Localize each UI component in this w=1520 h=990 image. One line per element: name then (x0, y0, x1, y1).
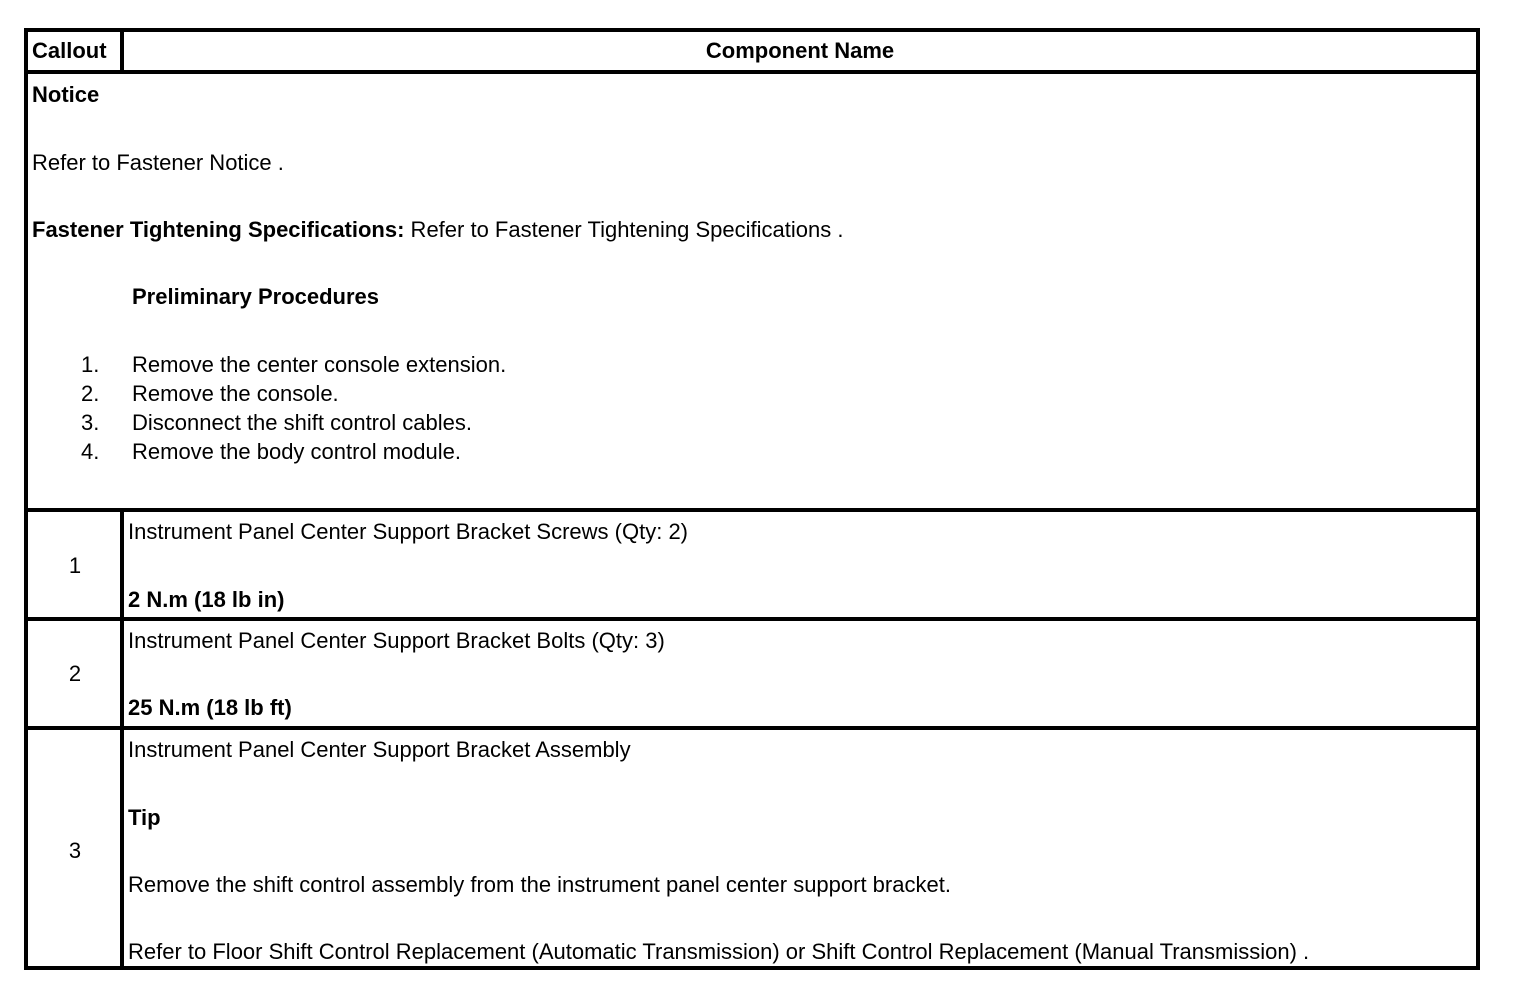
callout-header: Callout (32, 38, 107, 63)
fastener-spec-label: Fastener Tightening Specifications: (32, 217, 405, 242)
callout-number: 2 (68, 661, 82, 686)
step-text: Disconnect the shift control cables. (132, 410, 472, 435)
torque-value: 2 N.m (18 lb in) (128, 587, 285, 612)
row-divider (28, 617, 1476, 621)
component-name-header: Component Name (705, 38, 895, 63)
step-number: 1. (81, 352, 100, 377)
tip-refer: Refer to Floor Shift Control Replacement (Automatic Transmission) or Shift Control Replacement (Manual Transmission) . (128, 939, 1310, 964)
step-number: 4. (81, 439, 100, 464)
step-number: 2. (81, 381, 100, 406)
notice-refer: Refer to Fastener Notice . (32, 150, 284, 175)
step-text: Remove the center console extension. (132, 352, 507, 377)
callout-number: 3 (68, 838, 82, 863)
component-name: Instrument Panel Center Support Bracket Bolts (Qty: 3) (128, 628, 665, 653)
callout-number: 1 (68, 553, 82, 578)
fastener-spec-text: Refer to Fastener Tightening Specifications . (404, 217, 844, 242)
step-text: Remove the body control module. (132, 439, 461, 464)
header-bottom-rule (28, 70, 1476, 74)
notice-title: Notice (32, 82, 100, 107)
component-name: Instrument Panel Center Support Bracket Assembly (128, 737, 631, 762)
preliminary-procedures-title: Preliminary Procedures (132, 284, 380, 309)
tip-text: Remove the shift control assembly from the instrument panel center support bracket. (128, 872, 951, 897)
tip-title: Tip (128, 805, 161, 830)
step-number: 3. (81, 410, 100, 435)
notice-bottom-rule (28, 508, 1476, 512)
component-name: Instrument Panel Center Support Bracket Screws (Qty: 2) (128, 519, 689, 544)
torque-value: 25 N.m (18 lb ft) (128, 695, 292, 720)
row-divider (28, 726, 1476, 730)
step-text: Remove the console. (132, 381, 339, 406)
fastener-spec-line (32, 217, 843, 243)
component-table (24, 28, 1480, 970)
